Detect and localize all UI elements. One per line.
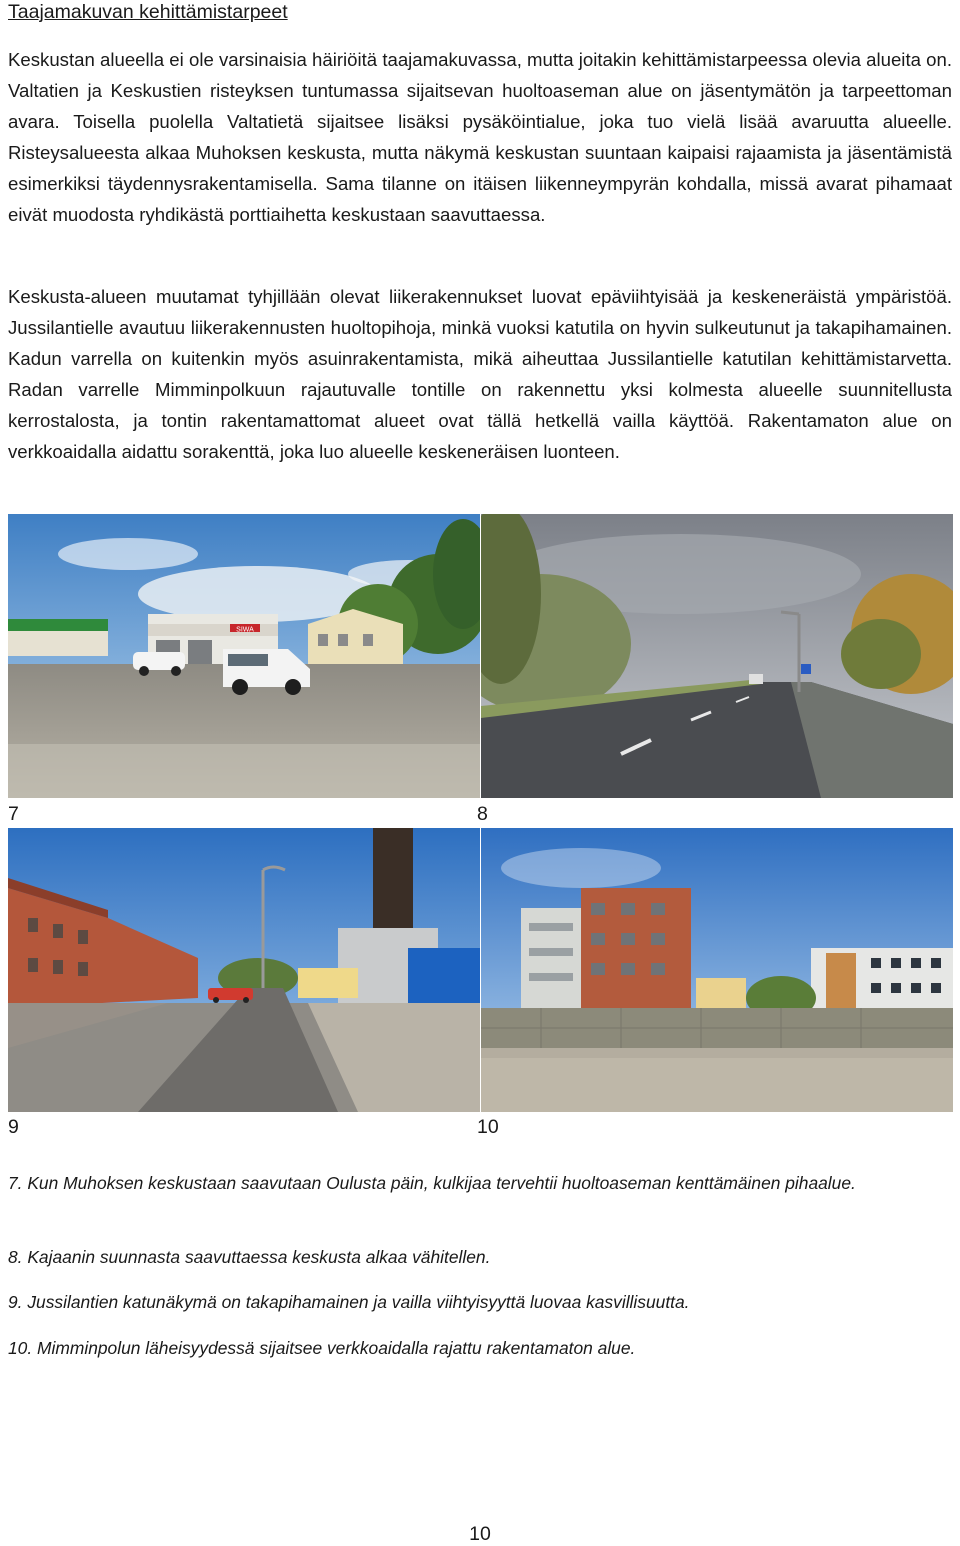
photo-number-10: 10: [477, 1116, 499, 1138]
body-paragraph-1: Keskustan alueella ei ole varsinaisia häiriöitä taajamakuvassa, mutta joitakin kehittämistarpeessa olevia alueita on. Valtatien ja Keskustien risteyksen tuntumassa sijaitsevan huoltoaseman alue on jäsentymätön ja tarpeettoman avara. Toisella puolella Valtatietä sijaitsee lisäksi pysäköintialue, joka tuo vielä lisää avaruutta alueelle. Risteysalueesta alkaa Muhoksen keskusta, mutta näkymä keskustan suuntaan kaipaisi rajaamista ja jäsentämistä esimerkiksi täydennysrakentamisella. Sama tilanne on itäisen liikenneympyrän kohdalla, missä avarat pihamaat eivät muodosta ryhdikästä porttiaihetta keskustaan saavuttaessa.: [8, 49, 952, 225]
caption-7: 7. Kun Muhoksen keskustaan saavutaan Oulusta päin, kulkijaa tervehtii huoltoaseman kenttämäinen pihaalue.: [8, 1173, 856, 1193]
photo-8-road: [481, 514, 953, 798]
caption-9: 9. Jussilantien katunäkymä on takapihamainen ja vailla viihtyisyyttä luovaa kasvillisuutta.: [8, 1292, 690, 1312]
photo-number-8: 8: [477, 803, 488, 825]
caption-8: 8. Kajaanin suunnasta saavuttaessa keskusta alkaa vähitellen.: [8, 1247, 491, 1267]
photo-number-7: 7: [8, 803, 19, 825]
photo-10-vacant-lot: [481, 828, 953, 1112]
body-paragraph-2: Keskusta-alueen muutamat tyhjillään olevat liikerakennukset luovat epäviihtyisää ja keskeneräistä ympäristöä. Jussilantielle avautuu liikerakennusten huoltopihoja, minkä vuoksi katutila on hyvin sulkeutunut ja takapihamainen. Kadun varrella on kuitenkin myös asuinrakentamista, mikä aiheuttaa Jussilantielle katutilan kehittämistarvetta. Radan varrelle Mimminpolkuun rajautuvalle tontille on rakennettu yksi kolmesta alueelle suunnitellusta kerrostalosta, ja tontin rakentamattomat alueet ovat tällä hetkellä vailla käyttöä. Rakentamaton alue on verkkoaidalla aidattu sorakenttä, joka luo alueelle keskeneräisen luonteen.: [8, 286, 952, 462]
photo-7-gas-station: [8, 514, 480, 798]
photo-number-9: 9: [8, 1116, 19, 1138]
section-heading: Taajamakuvan kehittämistarpeet: [8, 1, 288, 23]
photo-9-street: [8, 828, 480, 1112]
page-number: 10: [469, 1523, 491, 1545]
station-sign-text: SIWA: [236, 626, 254, 634]
caption-10: 10. Mimminpolun läheisyydessä sijaitsee verkkoaidalla rajattu rakentamaton alue.: [8, 1338, 636, 1358]
